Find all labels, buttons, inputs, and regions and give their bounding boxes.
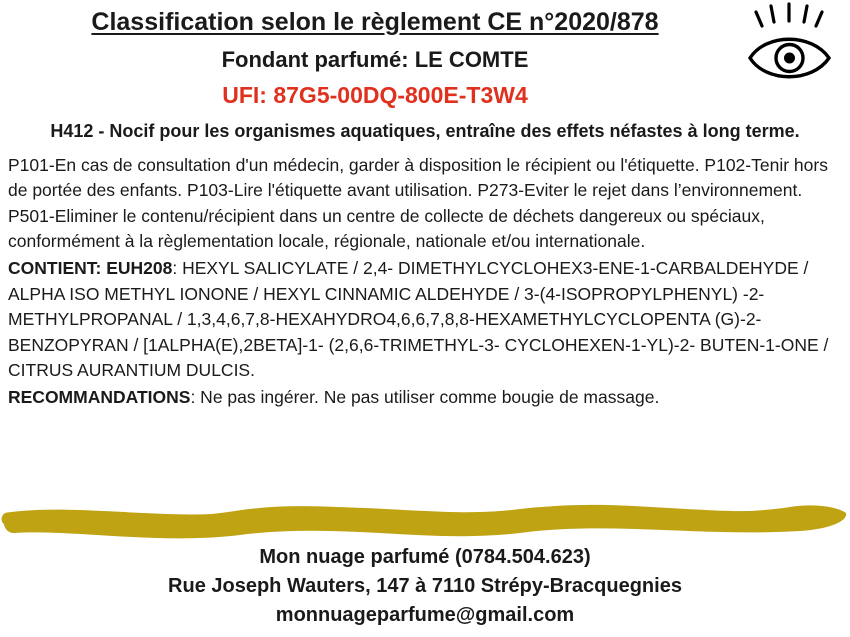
product-name: Fondant parfumé: LE COMTE: [221, 46, 529, 72]
recommendations-label: RECOMMANDATIONS: [8, 387, 191, 408]
precautionary-statements: P101-En cas de consultation d'un médecin, garder à disposition le récipient ou l'étiquette. P102-Tenir hors de portée des enfants. P103-Lire l'étiquette avant utilisation. P273-Eviter le rejet dans l’environnement. P501-Eliminer le contenu/récipient dans un centre de collecte de déchets dangereux ou spéciaux, conformément à la règlementation locale, régionale, nationale et/ou internationale.: [8, 154, 828, 252]
footer-line-email: monnuageparfume@gmail.com: [275, 604, 575, 626]
contains-label: CONTIENT: EUH208: [8, 258, 173, 279]
ufi-code: UFI: 87G5-00DQ-800E-T3W4: [222, 82, 528, 109]
hazard-statement: H412 - Nocif pour les organismes aquatiques, entraîne des effets néfastes à long terme.: [50, 121, 800, 142]
recommendations-value: : Ne pas ingérer. Ne pas utiliser comme bougie de massage.: [190, 387, 660, 408]
footer-line-address: Rue Joseph Wauters, 147 à 7110 Strépy-Bracquegnies: [168, 575, 682, 597]
page-title: Classification selon le règlement CE n°2020/878: [91, 8, 659, 36]
eye-irritation-pictogram: [742, 2, 838, 88]
footer-contact: [0, 543, 850, 630]
recommendations-block: [8, 385, 842, 410]
contains-value: : HEXYL SALICYLATE / 2,4- DIMETHYLCYCLOHEX3-ENE-1-CARBALDEHYDE / ALPHA ISO METHYL IONONE / HEXYL CINNAMIC ALDEHYDE / 3-(4-ISOPROPYLPHENYL) -2-METHYLPROPANAL / 1,3,4,6,7,8-HEXAHYDRO4,6,6,7,8,8-HEXAMETHYLCYCLOPENTA (G)-2-BENZOPYRAN / [1ALPHA(E),2BETA]-1- (2,6,6-TRIMETHYL-3- CYCLOHEXEN-1-YL)-2- BUTEN-1-ONE / CITRUS AURANTIUM DULCIS.: [8, 258, 829, 380]
footer-line-company: Mon nuage parfumé (0784.504.623): [259, 546, 591, 568]
contains-block: [8, 256, 842, 383]
gold-brush-stroke: [0, 495, 850, 541]
